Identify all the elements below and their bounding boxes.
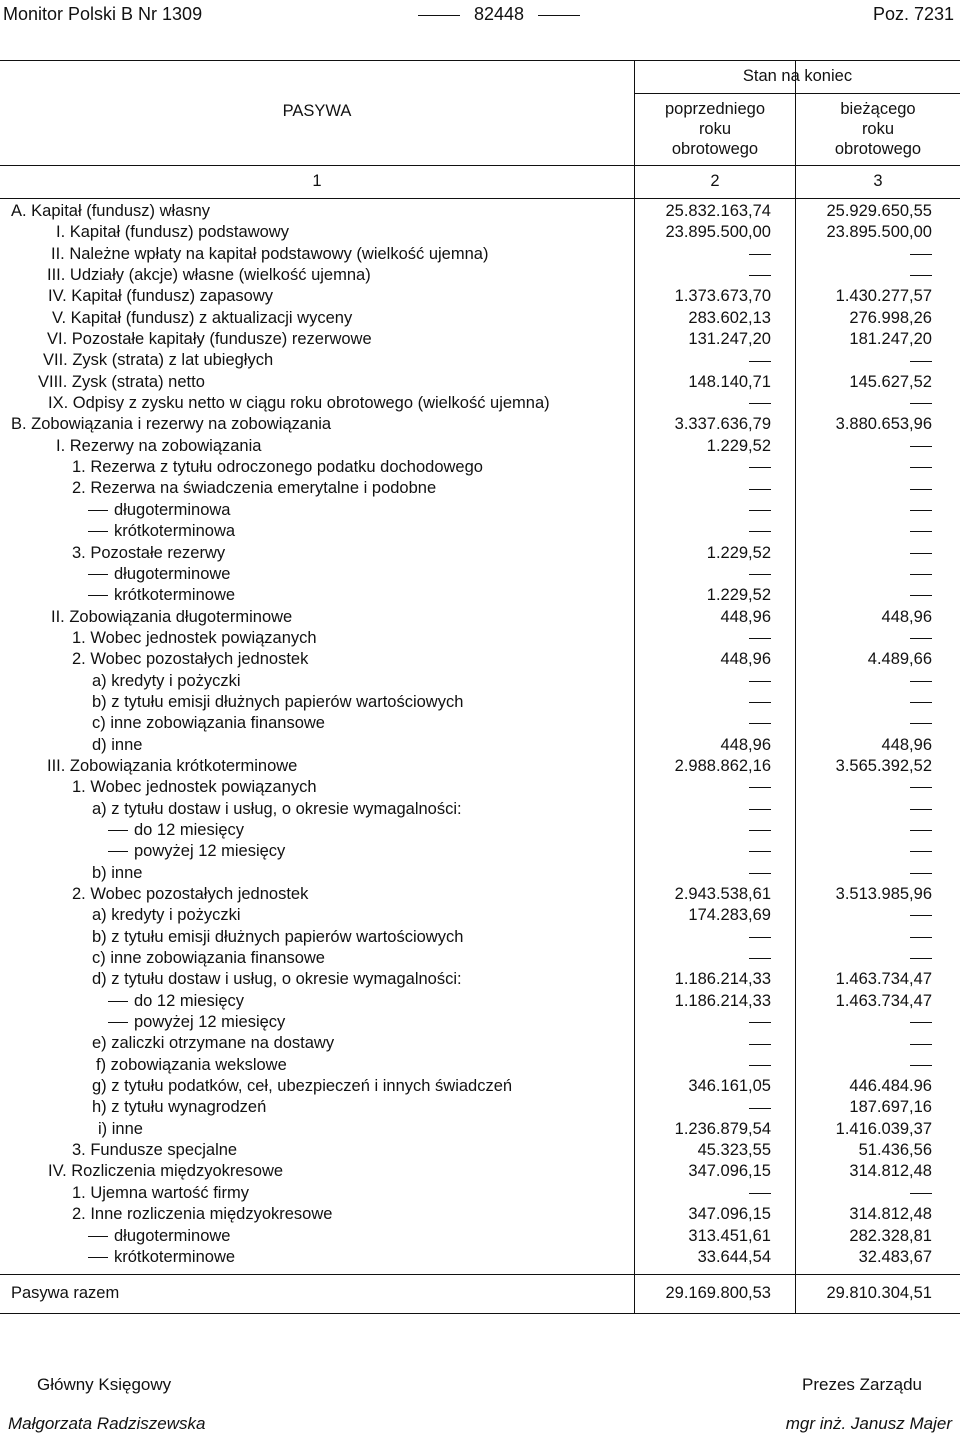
current-year-value xyxy=(732,628,932,649)
row-label-text: II. Należne wpłaty na kapitał podstawowy (wielkość ujemna) xyxy=(51,244,489,263)
current-year-value: 3.565.392,52 xyxy=(835,756,932,775)
table-row xyxy=(0,756,960,777)
row-label-text: 1. Rezerwa z tytułu odroczonego podatku dochodowego xyxy=(72,458,483,477)
column-header-current-year: bieżącego roku obrotowego xyxy=(834,100,922,158)
previous-year-value: 131.247,20 xyxy=(688,330,771,349)
current-year-value xyxy=(732,585,932,606)
previous-year-value: 23.895.500,00 xyxy=(665,223,771,242)
previous-year-value: 1.373.673,70 xyxy=(674,287,771,306)
current-year-value: 23.895.500,00 xyxy=(826,223,932,242)
current-year-value xyxy=(732,543,932,564)
list-dash xyxy=(88,531,108,532)
table-row xyxy=(0,543,960,564)
page-number: 82448 xyxy=(404,4,564,25)
previous-year-value: 347.096,15 xyxy=(688,1205,771,1224)
current-year-value: 145.627,52 xyxy=(849,372,932,391)
table-row xyxy=(0,777,960,798)
table-row xyxy=(0,1204,960,1225)
row-label-text: długoterminowe xyxy=(114,1226,231,1245)
row-label xyxy=(51,607,292,628)
empty-value-dash xyxy=(910,830,932,831)
empty-value-dash xyxy=(910,638,932,639)
row-label xyxy=(92,1033,334,1054)
row-label-text: 2. Rezerwa na świadczenia emerytalne i podobne xyxy=(72,479,437,498)
row-label-text: d) inne xyxy=(92,735,143,754)
previous-year-value: 448,96 xyxy=(720,735,771,754)
empty-value-dash xyxy=(910,510,932,511)
signature-name-right: mgr inż. Janusz Majer xyxy=(785,1414,952,1433)
table-row xyxy=(0,799,960,820)
row-label xyxy=(92,799,462,820)
current-year-value xyxy=(732,478,932,499)
current-year-value xyxy=(732,863,932,884)
row-label xyxy=(108,820,244,841)
row-label-text: I. Kapitał (fundusz) podstawowy xyxy=(56,223,289,242)
row-label-text: II. Zobowiązania długoterminowe xyxy=(51,607,293,626)
total-previous: 29.169.800,53 xyxy=(665,1284,771,1302)
current-year-value xyxy=(732,841,932,862)
current-year-value xyxy=(732,927,932,948)
current-year-value: 3.880.653,96 xyxy=(835,415,932,434)
row-label xyxy=(108,991,244,1012)
empty-value-dash xyxy=(910,467,932,468)
current-year-value: 32.483,67 xyxy=(858,1247,932,1266)
row-label-text: powyżej 12 miesięcy xyxy=(134,842,286,861)
row-label-text: do 12 miesięcy xyxy=(134,991,245,1010)
row-label xyxy=(52,308,352,329)
table-row xyxy=(0,436,960,457)
current-year-value xyxy=(732,521,932,542)
total-label: Pasywa razem xyxy=(11,1284,120,1302)
previous-year-value: 1.186.214,33 xyxy=(674,991,771,1010)
current-year-value: 446.484.96 xyxy=(849,1077,932,1096)
table-row xyxy=(0,692,960,713)
empty-value-dash xyxy=(910,681,932,682)
previous-year-value: 25.832.163,74 xyxy=(665,202,771,220)
row-label-text: B. Zobowiązania i rezerwy na zobowiązania xyxy=(11,415,332,434)
list-dash xyxy=(88,1236,108,1237)
table-row xyxy=(0,735,960,756)
row-label xyxy=(92,1097,266,1118)
total-current: 29.810.304,51 xyxy=(826,1284,932,1302)
table-row xyxy=(0,1183,960,1204)
current-year-value: 314.812,48 xyxy=(849,1162,932,1181)
current-year-value: 25.929.650,55 xyxy=(826,202,932,220)
row-label xyxy=(72,1183,249,1204)
empty-value-dash xyxy=(910,702,932,703)
list-dash xyxy=(88,574,108,575)
row-label-text: III. Zobowiązania krótkoterminowe xyxy=(47,756,298,775)
previous-year-value: 1.236.879,54 xyxy=(674,1119,771,1138)
table-row xyxy=(0,521,960,542)
row-label-text: c) inne zobowiązania finansowe xyxy=(92,714,325,733)
table-row xyxy=(0,841,960,862)
table-row xyxy=(0,286,960,307)
row-label-text: do 12 miesięcy xyxy=(134,820,245,839)
empty-value-dash xyxy=(910,1044,932,1045)
row-label-text: 3. Pozostałe rezerwy xyxy=(72,543,226,562)
previous-year-value: 1.229,52 xyxy=(706,436,771,455)
table-row xyxy=(0,500,960,521)
previous-year-value: 448,96 xyxy=(720,607,771,626)
publication-title: Monitor Polski B Nr 1309 xyxy=(3,4,203,24)
table-row xyxy=(0,1161,960,1182)
row-label xyxy=(11,414,331,435)
row-label xyxy=(92,905,241,926)
empty-value-dash xyxy=(910,937,932,938)
current-year-value: 1.463.734,47 xyxy=(835,970,932,989)
previous-year-value: 346.161,05 xyxy=(688,1077,771,1096)
table-row xyxy=(0,329,960,350)
row-label xyxy=(92,735,142,756)
table-row xyxy=(0,1226,960,1247)
list-dash xyxy=(108,830,128,831)
row-label xyxy=(72,884,308,905)
row-label-text: i) inne xyxy=(98,1119,143,1138)
empty-value-dash xyxy=(910,915,932,916)
current-year-value: 4.489,66 xyxy=(867,650,932,669)
table-row xyxy=(0,478,960,499)
row-label-text: h) z tytułu wynagrodzeń xyxy=(92,1098,267,1117)
table-row xyxy=(0,1033,960,1054)
table-row xyxy=(0,991,960,1012)
previous-year-value: 148.140,71 xyxy=(688,372,771,391)
row-label-text: VII. Zysk (strata) z lat ubiegłych xyxy=(43,351,274,370)
row-label xyxy=(88,521,235,542)
empty-value-dash xyxy=(910,1193,932,1194)
row-label-text: krótkoterminowe xyxy=(114,586,236,605)
previous-year-value: 174.283,69 xyxy=(688,906,771,925)
empty-value-dash xyxy=(910,787,932,788)
row-label-text: c) inne zobowiązania finansowe xyxy=(92,949,325,968)
row-label xyxy=(92,692,463,713)
empty-value-dash xyxy=(910,809,932,810)
empty-value-dash xyxy=(910,851,932,852)
current-year-value: 1.430.277,57 xyxy=(835,287,932,306)
liabilities-table xyxy=(0,60,960,1314)
signature-title-left: Główny Księgowy xyxy=(37,1375,172,1394)
row-label xyxy=(11,201,210,222)
previous-year-value: 313.451,61 xyxy=(688,1226,771,1245)
table-body xyxy=(0,201,960,1268)
table-row xyxy=(0,649,960,670)
row-label xyxy=(92,671,241,692)
row-label xyxy=(56,436,261,457)
row-label xyxy=(72,1204,332,1225)
row-label xyxy=(92,863,142,884)
table-row xyxy=(0,1076,960,1097)
table-row xyxy=(0,863,960,884)
list-dash xyxy=(88,510,108,511)
row-label-text: a) z tytułu dostaw i usług, o okresie wymagalności: xyxy=(92,799,462,818)
empty-value-dash xyxy=(910,275,932,276)
current-year-value xyxy=(732,713,932,734)
row-label-text: 2. Wobec pozostałych jednostek xyxy=(72,885,309,903)
current-year-value xyxy=(732,777,932,798)
empty-value-dash xyxy=(910,489,932,490)
table-row xyxy=(0,607,960,628)
row-label xyxy=(47,329,372,350)
row-label-text: III. Udziały (akcje) własne (wielkość ujemna) xyxy=(47,266,371,285)
current-year-value xyxy=(732,500,932,521)
row-label-text: f) zobowiązania wekslowe xyxy=(96,1055,287,1074)
previous-year-value: 45.323,55 xyxy=(697,1141,771,1160)
row-label-text: IV. Rozliczenia międzyokresowe xyxy=(48,1162,284,1181)
table-row xyxy=(0,308,960,329)
row-label xyxy=(48,286,273,307)
empty-value-dash xyxy=(910,254,932,255)
row-label xyxy=(47,265,371,286)
current-year-value: 51.436,56 xyxy=(858,1141,932,1160)
table-row xyxy=(0,244,960,265)
row-label xyxy=(48,393,550,414)
table-row xyxy=(0,457,960,478)
previous-year-value: 3.337.636,79 xyxy=(674,415,771,434)
row-label-text: b) inne xyxy=(92,863,143,882)
row-label-text: I. Rezerwy na zobowiązania xyxy=(56,436,262,455)
row-label-text: krótkoterminowa xyxy=(114,522,236,541)
row-label-text: VI. Pozostałe kapitały (fundusze) rezerwowe xyxy=(47,330,372,349)
row-label xyxy=(72,457,483,478)
row-label-text: IV. Kapitał (fundusz) zapasowy xyxy=(48,287,274,306)
list-dash xyxy=(108,851,128,852)
row-label-text: 2. Inne rozliczenia międzyokresowe xyxy=(72,1205,333,1224)
list-dash xyxy=(108,1001,128,1002)
row-label xyxy=(92,713,325,734)
table-row xyxy=(0,1140,960,1161)
previous-year-value: 2.988.862,16 xyxy=(674,756,771,775)
column-number-2: 2 xyxy=(710,172,720,190)
previous-year-value: 283.602,13 xyxy=(688,308,771,327)
empty-value-dash xyxy=(910,1065,932,1066)
empty-value-dash xyxy=(910,403,932,404)
table-row xyxy=(0,201,960,222)
row-label-text: d) z tytułu dostaw i usług, o okresie wymagalności: xyxy=(92,970,462,989)
row-label xyxy=(92,1076,512,1097)
list-dash xyxy=(88,595,108,596)
empty-value-dash xyxy=(910,723,932,724)
row-label xyxy=(72,649,308,670)
row-label-text: b) z tytułu emisji dłużnych papierów wartościowych xyxy=(92,927,464,946)
previous-year-value: 1.229,52 xyxy=(706,543,771,562)
table-row xyxy=(0,1012,960,1033)
table-row xyxy=(0,969,960,990)
row-label xyxy=(108,1012,285,1033)
row-label-text: VIII. Zysk (strata) netto xyxy=(38,372,205,391)
empty-value-dash xyxy=(910,595,932,596)
empty-value-dash xyxy=(910,531,932,532)
table-row xyxy=(0,372,960,393)
table-row xyxy=(0,1119,960,1140)
current-year-value: 1.416.039,37 xyxy=(835,1119,932,1138)
row-label-text: e) zaliczki otrzymane na dostawy xyxy=(92,1034,335,1053)
row-label xyxy=(92,927,463,948)
current-year-value xyxy=(732,457,932,478)
empty-value-dash xyxy=(910,446,932,447)
empty-value-dash xyxy=(910,553,932,554)
current-year-value: 314.812,48 xyxy=(849,1205,932,1224)
row-label-text: długoterminowe xyxy=(114,564,231,583)
row-label xyxy=(88,585,235,606)
current-year-value: 282.328,81 xyxy=(849,1226,932,1245)
row-label xyxy=(88,500,230,521)
table-row xyxy=(0,585,960,606)
position-number: Poz. 7231 xyxy=(872,4,954,24)
table-row xyxy=(0,414,960,435)
table-row xyxy=(0,820,960,841)
current-year-value xyxy=(732,692,932,713)
row-label-text: 2. Wobec pozostałych jednostek xyxy=(72,650,309,669)
row-label xyxy=(43,350,273,371)
column-number-1: 1 xyxy=(312,172,322,190)
list-dash xyxy=(88,1257,108,1258)
previous-year-value: 1.186.214,33 xyxy=(674,970,771,989)
row-label xyxy=(92,969,462,990)
signature-title-right: Prezes Zarządu xyxy=(802,1375,922,1394)
table-row xyxy=(0,265,960,286)
current-year-value: 448,96 xyxy=(881,607,932,626)
table-row xyxy=(0,564,960,585)
table-row xyxy=(0,1097,960,1118)
current-year-value xyxy=(732,436,932,457)
row-label xyxy=(88,1226,230,1247)
column-numbers-divider xyxy=(0,198,960,199)
current-year-value: 448,96 xyxy=(881,735,932,754)
empty-value-dash xyxy=(910,958,932,959)
row-label xyxy=(88,564,230,585)
page-header xyxy=(0,0,960,30)
row-label-text: 1. Wobec jednostek powiązanych xyxy=(72,628,317,647)
row-label-text: a) kredyty i pożyczki xyxy=(92,906,241,925)
row-label xyxy=(98,1119,143,1140)
empty-value-dash xyxy=(910,873,932,874)
current-year-value xyxy=(732,905,932,926)
table-row xyxy=(0,393,960,414)
row-label xyxy=(92,948,325,969)
row-label xyxy=(72,777,317,798)
total-divider xyxy=(0,1274,960,1275)
current-year-value: 181.247,20 xyxy=(849,330,932,349)
column-number-3: 3 xyxy=(873,172,883,190)
row-label-text: A. Kapitał (fundusz) własny xyxy=(11,202,211,220)
row-label xyxy=(72,628,317,649)
table-row xyxy=(0,948,960,969)
table-row xyxy=(0,1055,960,1076)
list-dash xyxy=(108,1022,128,1023)
row-label-text: powyżej 12 miesięcy xyxy=(134,1013,286,1032)
row-label-text: 1. Wobec jednostek powiązanych xyxy=(72,778,317,797)
previous-year-value: 33.644,54 xyxy=(697,1247,771,1266)
current-year-value xyxy=(732,948,932,969)
row-label xyxy=(47,756,297,777)
current-year-value xyxy=(732,1033,932,1054)
row-label-text: V. Kapitał (fundusz) z aktualizacji wyceny xyxy=(52,308,353,327)
row-label xyxy=(56,222,289,243)
row-label xyxy=(72,543,225,564)
current-year-value xyxy=(732,1055,932,1076)
row-label xyxy=(72,478,436,499)
table-row xyxy=(0,628,960,649)
row-label xyxy=(51,244,488,265)
current-year-value xyxy=(732,564,932,585)
row-label xyxy=(38,372,205,393)
table-row xyxy=(0,927,960,948)
current-year-value: 3.513.985,96 xyxy=(835,885,932,903)
current-year-value xyxy=(732,393,932,414)
current-year-value xyxy=(732,350,932,371)
table-row xyxy=(0,713,960,734)
row-label-text: 3. Fundusze specjalne xyxy=(72,1141,238,1160)
current-year-value xyxy=(732,1183,932,1204)
table-row xyxy=(0,350,960,371)
previous-year-value: 2.943.538,61 xyxy=(674,885,771,903)
current-year-value xyxy=(732,820,932,841)
empty-value-dash xyxy=(910,1022,932,1023)
row-label-text: długoterminowa xyxy=(114,500,231,519)
previous-year-value: 347.096,15 xyxy=(688,1162,771,1181)
signature-name-left: Małgorzata Radziszewska xyxy=(8,1414,206,1433)
current-year-value xyxy=(732,265,932,286)
row-label xyxy=(88,1247,235,1268)
column-header-pasywa: PASYWA xyxy=(282,102,352,120)
current-year-value: 276.998,26 xyxy=(849,308,932,327)
row-label-text: IX. Odpisy z zysku netto w ciągu roku obrotowego (wielkość ujemna) xyxy=(48,394,550,413)
row-label-text: b) z tytułu emisji dłużnych papierów wartościowych xyxy=(92,692,464,711)
empty-value-dash xyxy=(910,361,932,362)
current-year-value xyxy=(732,671,932,692)
group-header: Stan na koniec xyxy=(742,67,853,85)
previous-year-value: 1.229,52 xyxy=(706,586,771,605)
row-label xyxy=(96,1055,287,1076)
row-label xyxy=(48,1161,283,1182)
row-label-text: g) z tytułu podatków, ceł, ubezpieczeń i innych świadczeń xyxy=(92,1077,513,1096)
row-label xyxy=(108,841,285,862)
table-row xyxy=(0,1247,960,1268)
table-row xyxy=(0,671,960,692)
table-row xyxy=(0,222,960,243)
previous-year-value: 448,96 xyxy=(720,650,771,669)
empty-value-dash xyxy=(910,574,932,575)
group-header-divider xyxy=(635,93,960,94)
row-label-text: a) kredyty i pożyczki xyxy=(92,671,241,690)
table-row xyxy=(0,905,960,926)
row-label-text: 1. Ujemna wartość firmy xyxy=(72,1183,249,1202)
header-divider xyxy=(0,165,960,166)
row-label xyxy=(72,1140,237,1161)
current-year-value xyxy=(732,1012,932,1033)
row-label-text: krótkoterminowe xyxy=(114,1247,236,1266)
current-year-value: 1.463.734,47 xyxy=(835,991,932,1010)
table-row xyxy=(0,884,960,905)
current-year-value xyxy=(732,799,932,820)
current-year-value: 187.697,16 xyxy=(849,1098,932,1117)
column-header-previous-year: poprzedniego roku obrotowego xyxy=(665,100,765,158)
current-year-value xyxy=(732,244,932,265)
